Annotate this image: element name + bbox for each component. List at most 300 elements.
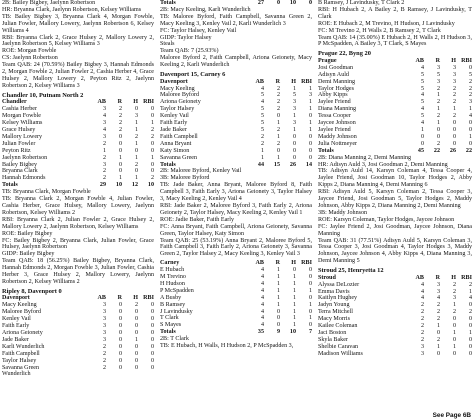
box-cell-stat — [90, 371, 106, 378]
box-cell-stat: 1 — [452, 343, 456, 350]
box-cell-stat: 1 — [452, 329, 456, 336]
stat-note: 2B: Maloree Byford, Kenley Vail — [160, 168, 242, 175]
box-player-row — [318, 337, 472, 344]
box-cell-stat: 0 — [452, 316, 456, 323]
game4-box-score — [160, 260, 312, 336]
box-cell-stat: RBI — [461, 274, 472, 281]
box-cell-name: P McSpadden — [160, 287, 194, 294]
game2-totals — [160, 0, 312, 7]
box-cell-stat: 10 — [115, 182, 122, 189]
box-cell-name: Totals — [160, 329, 176, 336]
box-cell-stat: 0 — [118, 316, 122, 323]
box-cell-stat: 2 — [468, 92, 472, 99]
game5-notes — [318, 155, 472, 266]
box-cell-stat: 0 — [436, 350, 440, 357]
box-cell-stat: 0 — [150, 140, 154, 147]
box-player-row — [318, 65, 472, 72]
box-cell-stat: 3 — [436, 78, 440, 85]
box-cell-stat: 0 — [150, 106, 154, 113]
box-player-row — [2, 127, 154, 134]
box-cell-name: E Hubach — [160, 267, 185, 274]
box-player-row — [2, 141, 154, 148]
box-cell-stat: 2 — [150, 175, 154, 182]
box-cell-stat: 2 — [436, 309, 440, 316]
box-player-row — [2, 155, 154, 162]
box-cell-stat: 4 — [436, 295, 440, 302]
box-cell-stat: 0 — [468, 127, 472, 133]
box-cell-stat: 0 — [292, 147, 296, 154]
box-cell-stat: 29 — [99, 182, 106, 189]
box-cell-stat: 2 — [436, 85, 440, 92]
box-player-row — [160, 99, 312, 106]
box-player-row — [2, 106, 154, 113]
box-cell-name: Shelbie Caravan — [318, 343, 359, 350]
box-cell-stat: 2 — [436, 302, 440, 309]
box-cell-stat: 1 — [150, 154, 154, 161]
stat-note: 2B: Bailey Bigbey, Jaelynn Robertson — [2, 0, 96, 6]
box-cell-name: Kenley Vail — [2, 316, 31, 323]
box-cell-name: Savanna Green — [160, 154, 198, 161]
box-cell-stat: 2 — [452, 288, 456, 295]
box-cell-stat: 0 — [468, 316, 472, 323]
box-player-row — [318, 289, 472, 296]
box-player-row — [160, 141, 312, 148]
stat-note: TB: Maloree Byford, Faith Campbell, Savanna Green 2, Macy Keeling 3, Kenley Vail 2, Karli Wunderlich 3 — [160, 13, 312, 27]
box-cell-stat: 0 — [150, 147, 154, 154]
game3-headline: Davenport 15, Carney 6 — [160, 71, 226, 79]
box-cell-stat: AB — [255, 78, 264, 85]
box-cell-stat: 2 — [436, 113, 440, 120]
box-cell-name: Kaitlyn Hughey — [318, 295, 358, 302]
box-cell-name: Ariona Geionety — [160, 99, 201, 106]
box-player-row — [2, 323, 154, 330]
box-cell-stat: 0 — [292, 140, 296, 147]
game2-box-score — [2, 295, 154, 378]
box-cell-stat: RBI — [143, 99, 154, 106]
box-cell-stat: 1 — [468, 106, 472, 113]
box-player-row — [2, 358, 154, 365]
box-cell-stat: 0 — [308, 154, 312, 161]
box-cell-stat: 1 — [292, 308, 296, 315]
box-cell-stat: 0 — [468, 350, 472, 357]
box-cell-name: Jade Baker — [2, 336, 29, 343]
box-player-row — [2, 351, 154, 358]
box-cell-stat: 5 — [420, 99, 424, 106]
box-cell-name: Anna Bryant — [160, 140, 192, 147]
box-cell-stat: 3 — [134, 113, 138, 120]
game-notes-top — [2, 0, 154, 90]
box-cell-name: Jaci Boston — [318, 329, 347, 336]
stat-note: TB: Bailey Bigbey 3, Bryanna Clark 4, Morgan Fowble, Julian Fowler, Mallory Lowery, Jaelynn Robertson 6, Kelsey Williams 4 — [2, 13, 154, 34]
box-cell-stat: 1 — [292, 113, 296, 120]
box-cell-stat: AB — [415, 57, 424, 64]
box-player-row — [160, 267, 312, 274]
box-player-row — [160, 322, 312, 329]
box-cell-stat: 1 — [436, 120, 440, 127]
box-cell-stat: 3 — [452, 71, 456, 78]
box-cell-stat: 2 — [468, 309, 472, 316]
box-cell-stat: 5 — [260, 120, 264, 127]
box-cell-stat: R — [435, 274, 440, 281]
box-cell-stat: 0 — [276, 308, 280, 315]
box-cell-stat: 12 — [131, 182, 138, 189]
box-cell-stat: 0 — [150, 161, 154, 168]
box-cell-stat: 2 — [134, 133, 138, 140]
box-cell-stat: 4 — [260, 315, 264, 322]
box-cell-stat: RBI — [301, 260, 312, 267]
box-cell-stat: 3 — [102, 309, 106, 316]
box-cell-stat: 1 — [436, 323, 440, 330]
box-cell-stat: H — [133, 295, 138, 302]
box-player-row — [318, 323, 472, 330]
box-cell-stat: 2 — [468, 85, 472, 92]
box-cell-stat: 1 — [420, 127, 424, 133]
box-cell-stat: 26 — [289, 161, 296, 168]
box-cell-stat: 0 — [118, 161, 122, 168]
box-cell-stat: 1 — [436, 92, 440, 99]
box-cell-stat: 0 — [276, 322, 280, 329]
box-cell-stat: 0 — [308, 322, 312, 329]
box-cell-stat: 0 — [118, 350, 122, 357]
box-cell-stat: 4 — [102, 127, 106, 133]
box-cell-stat: 4 — [260, 99, 264, 106]
box-cell-name: Tessa Cooper — [318, 113, 351, 120]
stat-note: FC: Taylor Halsey, Kenley Vail — [160, 27, 237, 34]
box-cell-stat: 0 — [150, 336, 154, 343]
box-cell-stat: 0 — [468, 323, 472, 330]
box-cell-stat: 1 — [134, 140, 138, 147]
box-cell-name: Ariona Geionety — [2, 329, 43, 336]
box-cell-stat: RBI — [301, 78, 312, 85]
box-cell-name: Stroud — [318, 274, 336, 281]
box-cell-stat: 4 — [102, 113, 106, 120]
box-cell-name: Taylor Halsey — [2, 357, 37, 364]
box-cell-stat: 10 — [289, 0, 296, 6]
box-cell-stat: 2 — [420, 323, 424, 330]
box-cell-stat: 0 — [134, 364, 138, 371]
game1-headline: Chandler 10, Putnam North 2 — [2, 91, 84, 99]
box-cell-stat: 1 — [468, 329, 472, 336]
box-cell-name: Macy Keeling — [2, 302, 37, 309]
box-cell-stat: 2 — [134, 161, 138, 168]
box-cell-stat — [138, 371, 154, 378]
box-cell-stat: 14 — [305, 161, 312, 168]
box-cell-name: Faith Early — [160, 120, 188, 127]
box-player-row — [2, 337, 154, 344]
box-cell-stat: 4 — [260, 308, 264, 315]
box-cell-stat: 1 — [276, 154, 280, 161]
box-cell-stat: 1 — [134, 154, 138, 161]
box-player-row — [318, 302, 472, 309]
box-player-row — [160, 288, 312, 295]
box-player-row — [160, 302, 312, 309]
box-player-row — [160, 155, 312, 162]
box-cell-stat: 0 — [420, 140, 424, 147]
stat-note: CS: Jaelynn Robertson — [2, 55, 58, 62]
box-cell-stat: 1 — [308, 99, 312, 106]
box-cell-stat: 2 — [118, 120, 122, 127]
box-cell-name: Macy Morris — [318, 316, 350, 323]
box-cell-name: B Ramsey — [160, 301, 186, 308]
box-cell-stat: 4 — [420, 64, 424, 71]
box-cell-stat: 1 — [436, 106, 440, 113]
box-cell-stat: 0 — [134, 147, 138, 154]
box-cell-stat: 4 — [260, 274, 264, 281]
box-cell-stat: 0 — [452, 336, 456, 343]
box-cell-stat: 2 — [102, 154, 106, 161]
box-cell-name: Hannah Edmonds — [2, 175, 46, 182]
box-cell-name: Chandler — [2, 99, 27, 106]
box-player-row — [160, 295, 312, 302]
box-cell-stat: 27 — [257, 0, 264, 6]
box-cell-stat: 4 — [260, 267, 264, 274]
box-cell-name: Jaylee Friend — [318, 127, 351, 133]
box-player-row — [318, 86, 472, 93]
box-player-row — [2, 148, 154, 155]
box-cell-stat: 2 — [118, 127, 122, 133]
stat-note: TB: Bryanna Clark 2, Morgan Fowble 4, Julian Fowler, Cashia Herber, Grace Hulsey, Mallory Lowery, Jaelynn Robertson, Kelsey Williams 2 — [2, 196, 154, 216]
box-cell-stat: 2 — [468, 78, 472, 85]
box-cell-name: Davenport — [2, 295, 30, 302]
box-cell-stat: 0 — [468, 336, 472, 343]
box-cell-stat: 3 — [452, 295, 456, 302]
box-cell-stat: 2 — [118, 106, 122, 113]
box-cell-stat: 3 — [436, 64, 440, 71]
box-cell-stat: 2 — [436, 336, 440, 343]
box-cell-name: Bailey Bigbey — [2, 161, 38, 168]
box-cell-stat: 0 — [134, 106, 138, 113]
stat-note: 2B: Diana Manning 2, Demi Manning — [318, 154, 412, 161]
box-cell-name: Kailee Coleman — [318, 323, 358, 330]
box-cell-stat: 0 — [308, 308, 312, 315]
stat-note: Steals — [160, 41, 175, 48]
box-cell-stat: 2 — [420, 316, 424, 323]
box-cell-stat: 0 — [118, 140, 122, 147]
box-cell-stat: 0 — [308, 294, 312, 301]
box-cell-name: Carney — [160, 260, 180, 267]
box-cell-stat: 1 — [308, 127, 312, 133]
box-cell-stat: 1 — [308, 85, 312, 92]
box-cell-stat: 0 — [468, 343, 472, 350]
box-player-row — [2, 371, 154, 378]
box-cell-stat: R — [275, 260, 280, 267]
box-cell-stat: 0 — [150, 329, 154, 336]
box-cell-name: H Hudson — [160, 280, 185, 287]
box-cell-stat: 1 — [292, 127, 296, 133]
box-player-row — [318, 134, 472, 141]
box-cell-stat: 4 — [420, 120, 424, 127]
box-cell-stat: 1 — [276, 120, 280, 127]
box-player-row — [2, 162, 154, 169]
box-cell-stat: 3 — [102, 316, 106, 323]
box-player-row — [2, 113, 154, 120]
stat-note: GIDP: Taylor Halsey — [160, 34, 212, 41]
box-cell-stat: 3 — [452, 78, 456, 85]
box-cell-stat: 0 — [452, 350, 456, 357]
box-cell-stat: RBI — [461, 57, 472, 64]
box-cell-stat: 3 — [102, 161, 106, 168]
box-cell-stat: 0 — [452, 140, 456, 147]
box-cell-stat: 22 — [465, 147, 472, 154]
stat-note: Maloree Byford 2, Faith Campbell, Ariona Geionety, Macy Keeling 2, Karli Wunderlich — [160, 55, 312, 69]
stat-note: FC: M Trevino 2, H Walls 2, B Ramsey 2, T Clark — [318, 27, 441, 34]
box-cell-stat: 2 — [276, 99, 280, 106]
game5-headline: Prague 22, Byng 20 — [318, 50, 371, 58]
box-cell-stat: 0 — [150, 350, 154, 357]
box-cell-stat: 0 — [118, 343, 122, 350]
box-cell-stat: 5 — [420, 113, 424, 120]
box-cell-stat: 1 — [308, 106, 312, 113]
game5-box-score — [318, 58, 472, 155]
box-cell-stat: 0 — [468, 120, 472, 127]
box-cell-stat: 0 — [118, 329, 122, 336]
box-player-row — [318, 282, 472, 289]
box-cell-stat: 2 — [420, 329, 424, 336]
box-cell-stat: 1 — [292, 287, 296, 294]
box-cell-stat: 2 — [102, 357, 106, 364]
box-player-row — [318, 309, 472, 316]
box-player-row — [2, 330, 154, 337]
box-cell-name: J Lavindusky — [160, 308, 193, 315]
box-cell-stat: 2 — [102, 350, 106, 357]
box-cell-stat: 0 — [118, 309, 122, 316]
box-cell-stat: 3 — [102, 302, 106, 309]
box-cell-stat: 0 — [150, 357, 154, 364]
box-cell-stat: 26 — [449, 147, 456, 154]
box-cell-name: Bryanna Clark — [2, 168, 38, 175]
box-cell-stat: 1 — [292, 315, 296, 322]
stat-note: Team QAB: 14 (35.00%) E Hubach 2, H Walls 2, H Hudson 3, P McSpadden, A Bailey 3, T Clark, S Mayes — [318, 34, 472, 48]
stat-note: B Ramsey, J Lavindusky, T Clark 2 — [318, 0, 405, 6]
box-player-row — [318, 92, 472, 99]
box-cell-name: Macy Keeling — [160, 85, 195, 92]
box-cell-stat: 0 — [118, 336, 122, 343]
box-cell-stat: 1 — [468, 288, 472, 295]
box-cell-stat: 0 — [118, 133, 122, 140]
box-player-row — [2, 309, 154, 316]
box-player-row — [318, 344, 472, 351]
box-cell-stat: 0 — [118, 168, 122, 175]
box-cell-name: Mallory Lowery — [2, 133, 43, 140]
box-header-row — [2, 99, 154, 106]
box-cell-stat: 1 — [436, 343, 440, 350]
box-cell-stat: 0 — [134, 329, 138, 336]
box-cell-name: Totals — [318, 147, 334, 154]
box-cell-name: Julian Fowler — [2, 140, 36, 147]
stat-note: TB: Jade Baker, Anna Bryant, Maloree Byford 8, Faith Campbell 3, Faith Early 3, Ariona Geionety 3, Taylor Halsey 3, Macy Keeling 2, Kenley Vail 4 — [160, 182, 312, 203]
box-cell-stat: 0 — [468, 140, 472, 147]
box-cell-stat: 0 — [118, 323, 122, 330]
box-player-row — [318, 106, 472, 113]
box-cell-name: Jade Baker — [160, 127, 187, 133]
box-cell-stat: 0 — [118, 302, 122, 309]
box-cell-stat: 3 — [102, 133, 106, 140]
box-cell-stat: 0 — [292, 267, 296, 274]
box-cell-stat: AB — [415, 274, 424, 281]
box-cell-stat: 0 — [452, 323, 456, 330]
box-player-row — [160, 309, 312, 316]
column-1 — [2, 0, 154, 378]
box-player-row — [160, 274, 312, 281]
box-cell-stat: 5 — [292, 92, 296, 99]
box-cell-stat: 4 — [260, 294, 264, 301]
box-cell-stat: 5 — [260, 106, 264, 113]
box-cell-stat: 2 — [452, 281, 456, 288]
box-cell-stat: AB — [97, 99, 106, 106]
box-cell-stat: 2 — [260, 133, 264, 140]
box-cell-stat: 0 — [420, 133, 424, 140]
box-cell-stat: 4 — [420, 106, 424, 113]
box-cell-stat: 2 — [276, 92, 280, 99]
box-cell-name: Kelsey Williams — [2, 120, 43, 127]
box-cell-stat: R — [117, 295, 122, 302]
box-cell-name: A Busby — [160, 294, 182, 301]
stat-note: HR: Adisyn Auld 3, Josi Goodman 2, Demi Manning — [318, 161, 448, 168]
box-cell-stat: 0 — [150, 168, 154, 175]
box-player-row — [160, 113, 312, 120]
box-cell-name: Abby Kipps — [318, 92, 348, 99]
stat-note: ROE: Jadie Baker, Faith Early — [160, 216, 235, 223]
box-player-row — [318, 316, 472, 323]
box-cell-name: Maddy Johnson — [318, 133, 357, 140]
box-cell-stat: 1 — [452, 106, 456, 113]
box-cell-stat: 2 — [260, 140, 264, 147]
stat-note: TB: Adisyn Auld 14, Karsyn Coleman 4, Tessa Cooper 4, Jaylee Friend, Josi Goodman 10, Taylor Hodges 2, Abby Kipps 2, Diana Manning 4, Demi Manning 6 — [318, 168, 472, 189]
box-cell-name: Totals — [160, 161, 176, 168]
game1-box-score — [2, 99, 154, 189]
box-cell-stat: 2 — [134, 302, 138, 309]
box-cell-stat: AB — [97, 295, 106, 302]
game4-notes — [160, 336, 312, 350]
box-cell-stat: 2 — [420, 302, 424, 309]
box-cell-name: Totals — [160, 0, 176, 6]
box-player-row — [2, 168, 154, 175]
box-cell-stat: 1 — [276, 301, 280, 308]
box-cell-name: S Mayes — [160, 322, 182, 329]
box-cell-stat: 4 — [260, 301, 264, 308]
box-cell-stat: R — [275, 78, 280, 85]
box-cell-stat: 1 — [292, 85, 296, 92]
stat-note: 2B: Macy Keeling, Karli Wunderlich — [160, 6, 251, 13]
stat-note: Team QAB: 18 (56.25%) Bailey Bigbey, Bryanna Clark, Hannah Edmonds 2, Morgan Fowble 3, Julian Fowler, Cashia Herber 3, Grace Hulsey 2, Mallory Lowery, Jaelynn Robertson 2, Kelsey Williams 2 — [2, 258, 154, 285]
box-cell-stat: 2 — [452, 309, 456, 316]
box-cell-name: Jadyn Young — [318, 302, 350, 309]
box-cell-stat — [122, 371, 138, 378]
box-cell-name: Taylor Halsey — [160, 106, 195, 113]
box-cell-stat: 1 — [292, 322, 296, 329]
box-cell-stat: 4 — [468, 295, 472, 302]
box-cell-stat: 0 — [452, 127, 456, 133]
box-cell-stat: 5 — [260, 92, 264, 99]
game2-notes — [160, 7, 312, 69]
box-cell-stat: 2 — [452, 85, 456, 92]
box-cell-stat: 0 — [452, 133, 456, 140]
stat-note: ROE: Karsyn Coleman, Taylor Hodges, Jaycee Johnson — [318, 216, 455, 223]
box-cell-stat: R — [117, 99, 122, 106]
box-cell-stat: 0 — [150, 302, 154, 309]
box-cell-stat: 0 — [150, 343, 154, 350]
box-cell-name: Grace Hulsey — [2, 127, 36, 133]
box-cell-stat: 2 — [102, 140, 106, 147]
box-cell-name: Demi Manning — [318, 78, 356, 85]
box-player-row — [160, 315, 312, 322]
box-cell-stat: 1 — [134, 127, 138, 133]
box-cell-stat: 0 — [150, 364, 154, 371]
box-cell-stat — [106, 371, 122, 378]
box-cell-stat: 1 — [118, 154, 122, 161]
continued-reference: See Page 6B — [432, 412, 471, 419]
box-cell-stat: 3 — [468, 99, 472, 106]
